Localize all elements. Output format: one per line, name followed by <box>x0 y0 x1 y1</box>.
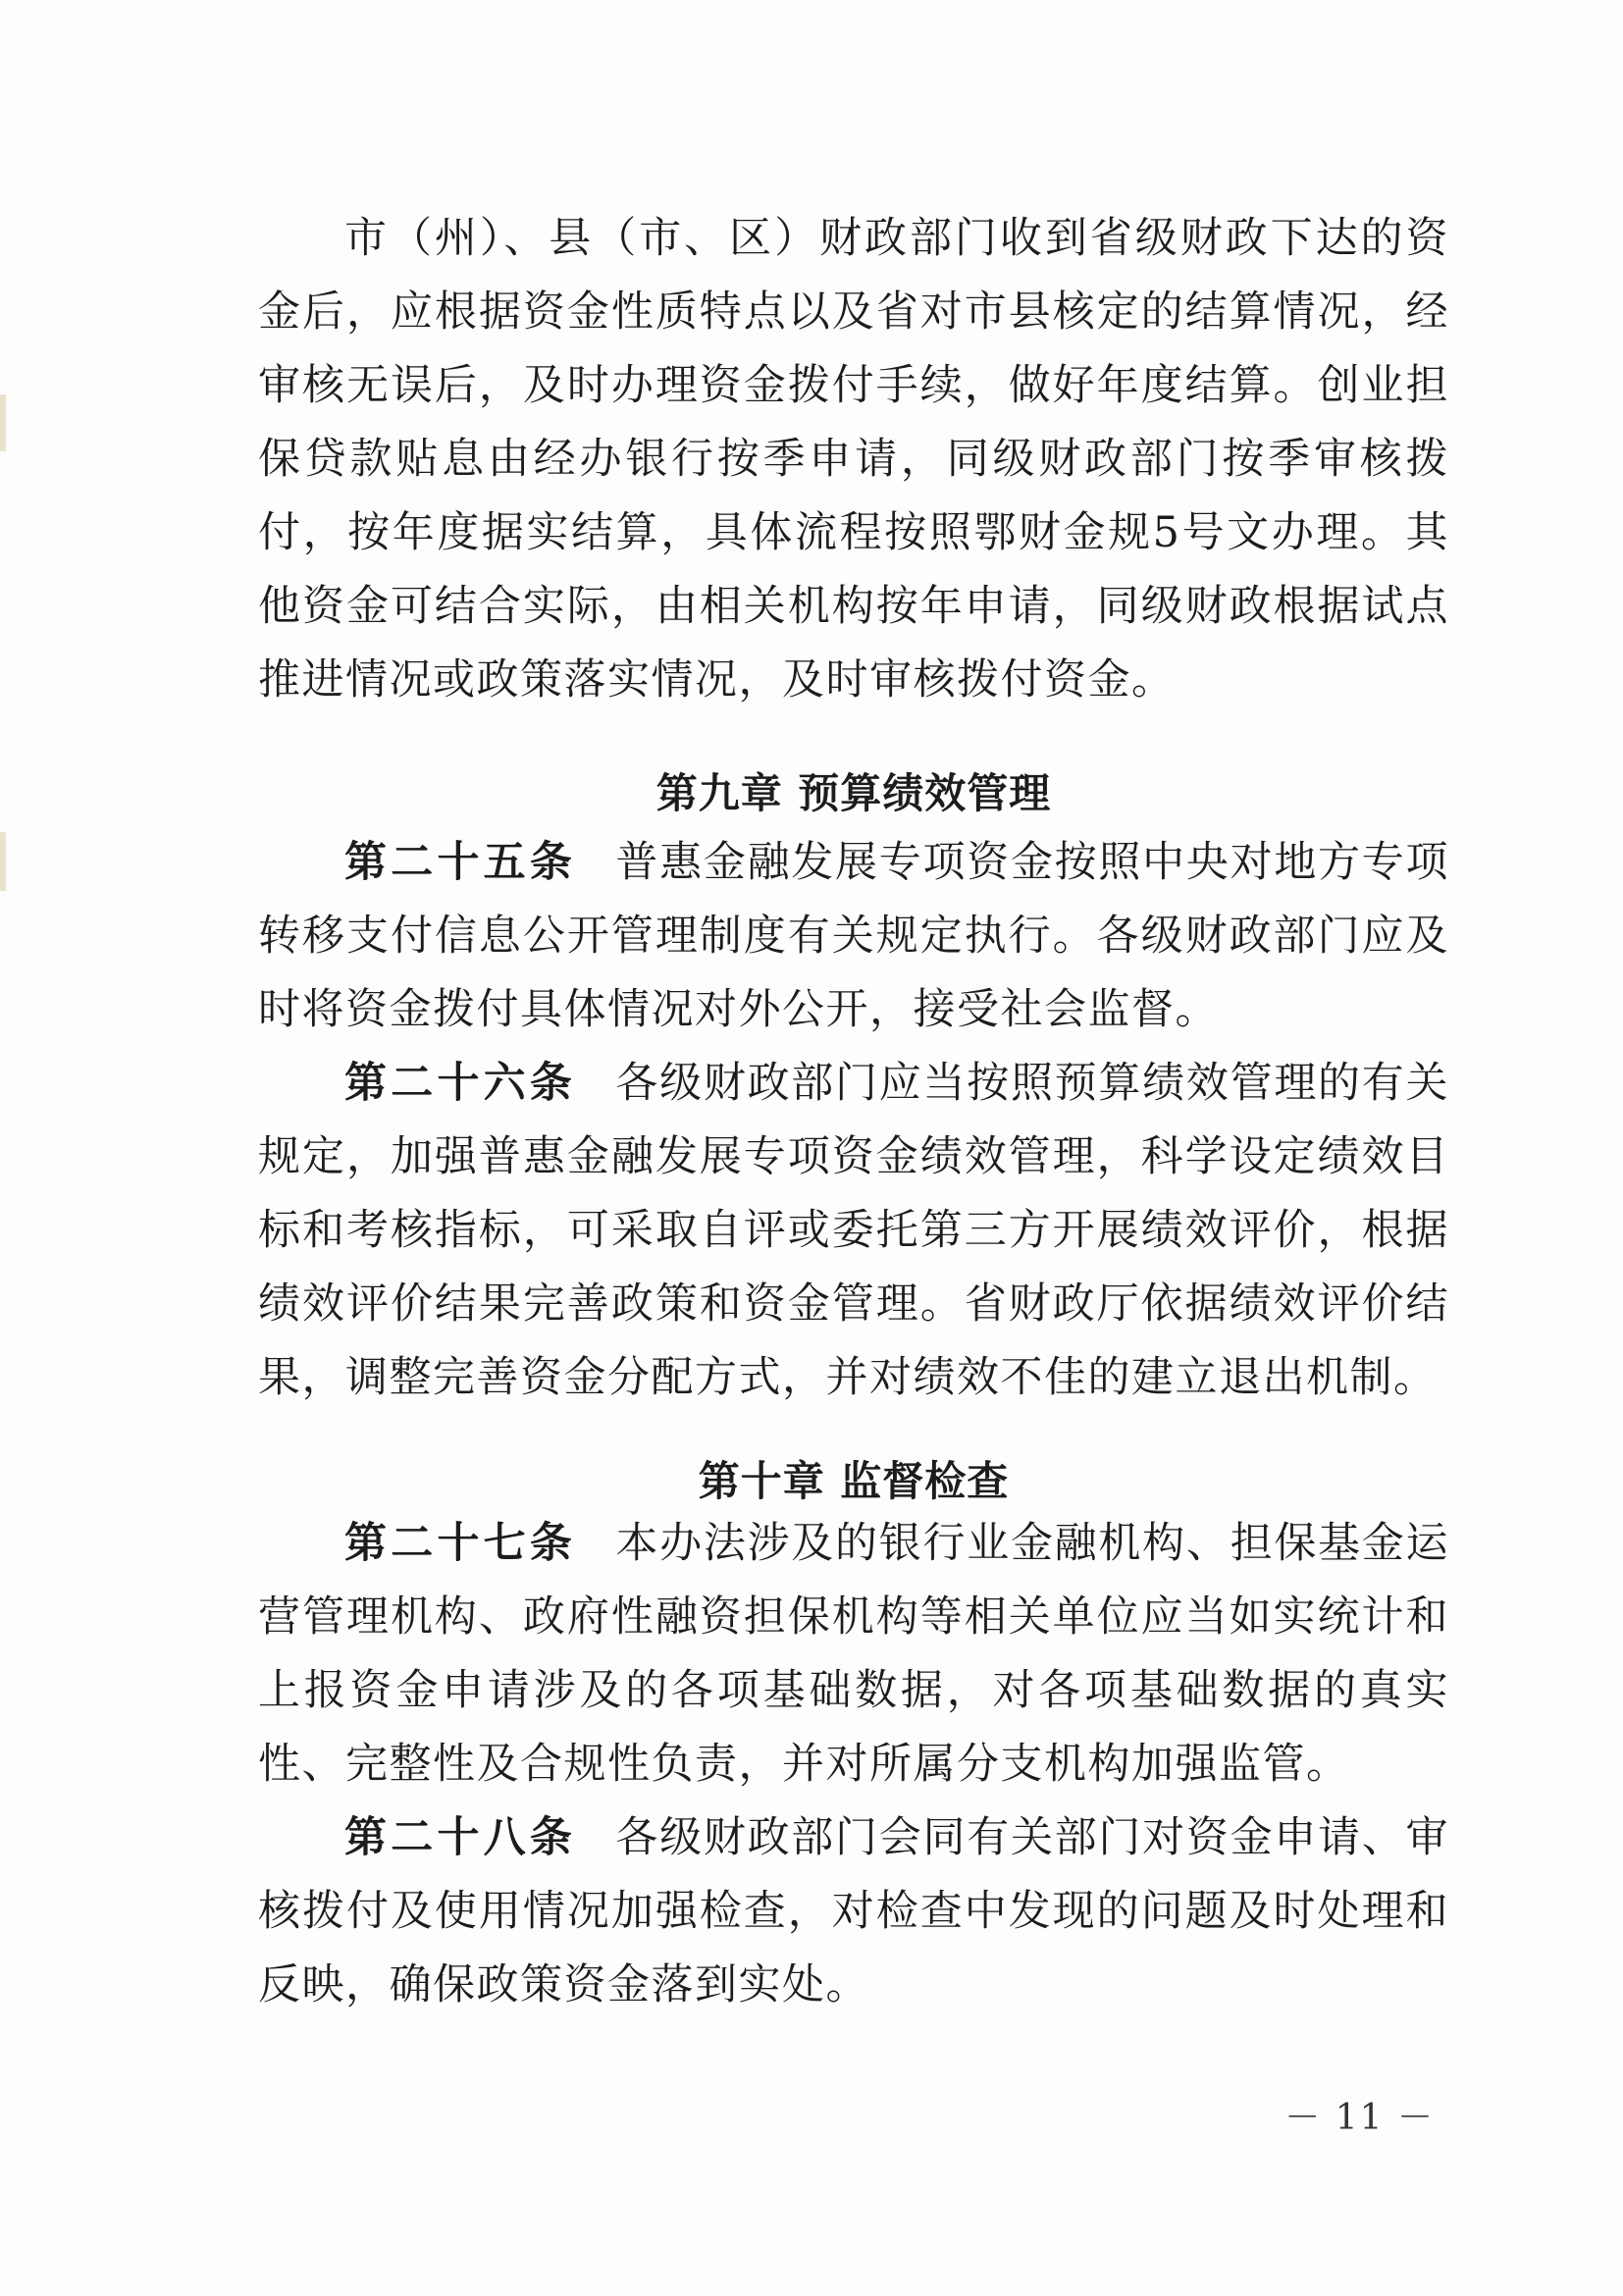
article-label: 第二十六条 <box>344 1059 577 1108</box>
article-25 <box>258 826 1449 1047</box>
article-text: 各级财政部门应当按照预算绩效管理的有关规定，加强普惠金融发展专项资金绩效管理，科学设定绩效目标和考核指标，可采取自评或委托第三方开展绩效评价，根据绩效评价结果完善政策和资金管理。省财政厅依据绩效评价结果，调整完善资金分配方式，并对绩效不佳的建立退出机制。 <box>258 1059 1450 1402</box>
article-26 <box>258 1047 1449 1415</box>
article-label: 第二十八条 <box>344 1813 577 1862</box>
article-text: 各级财政部门会同有关部门对资金申请、审核拨付及使用情况加强检查，对检查中发现的问题及时处理和反映，确保政策资金落到实处。 <box>258 1813 1450 2009</box>
paragraph-settlement: 市（州）、县（市、区）财政部门收到省级财政下达的资金后，应根据资金性质特点以及省对市县核定的结算情况，经审核无误后，及时办理资金拨付手续，做好年度结算。创业担保贷款贴息由经办银行按季申请，同级财政部门按季审核拨付，按年度据实结算，具体流程按照鄂财金规5号文办理。其他资金可结合实际，由相关机构按年申请，同级财政根据试点推进情况或政策落实情况，及时审核拨付资金。 <box>258 214 1449 704</box>
article-label: 第二十五条 <box>344 838 577 887</box>
chapter-heading-10: 第十章 监督检查 <box>698 1457 1010 1505</box>
scan-edge-mark <box>0 394 6 451</box>
scan-edge-mark <box>0 832 6 891</box>
chapter-heading-9: 第九章 预算绩效管理 <box>655 769 1052 817</box>
article-label: 第二十七条 <box>344 1519 577 1568</box>
article-text: 本办法涉及的银行业金融机构、担保基金运营管理机构、政府性融资担保机构等相关单位应当如实统计和上报资金申请涉及的各项基础数据，对各项基础数据的真实性、完整性及合规性负责，并对所属分支机构加强监管。 <box>258 1519 1450 1789</box>
article-text: 普惠金融发展专项资金按照中央对地方专项转移支付信息公开管理制度有关规定执行。各级财政部门应及时将资金拨付具体情况对外公开，接受社会监督。 <box>258 838 1450 1034</box>
chapter-9-body <box>258 826 1449 1415</box>
article-27 <box>258 1507 1449 1801</box>
article-28 <box>258 1801 1449 2022</box>
page-number: － 11 － <box>1284 2098 1435 2138</box>
paragraph-block-top <box>258 202 1449 717</box>
chapter-10-body <box>258 1507 1449 2022</box>
